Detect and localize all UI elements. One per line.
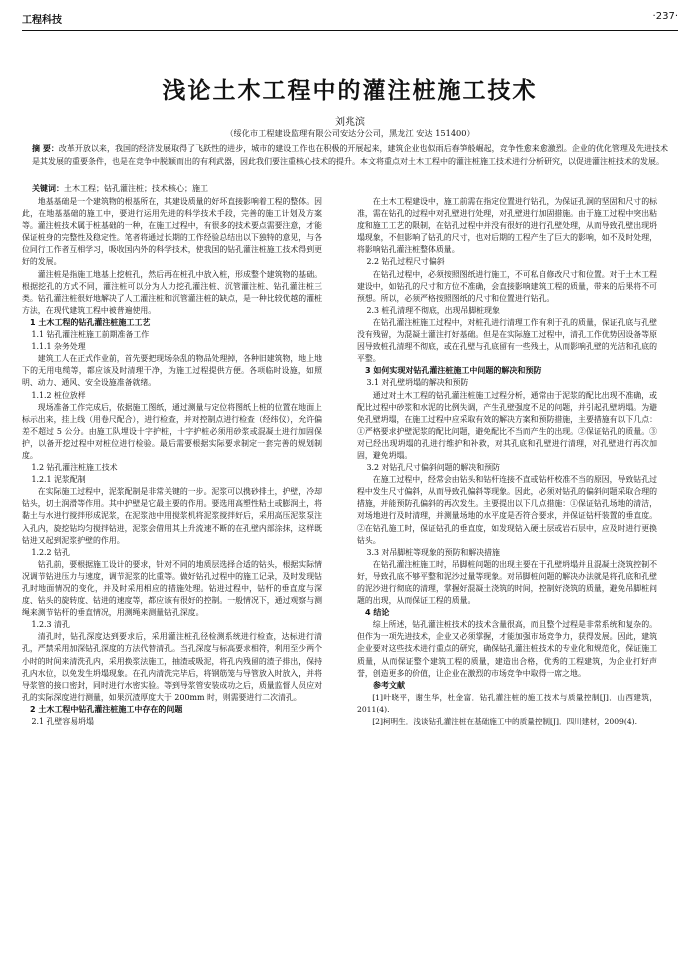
paragraph: 综上所述，钻孔灌注桩技术的技术含量很高，而且整个过程是非常系统和复杂的。但作为一项先进技术，企业又必须掌握，才能加强市场竞争力，获得发展。因此，建筑企业要对这些技术进行重点的研究，确保钻孔灌注桩技术的专业化和规范化，保证施工质量，从而保证整个建筑工程的质量，建造出合格，优秀的工程建筑，为企业打好声誉，创造更多的价值，让企业在激烈的市场竞争中取得一席之地。 (357, 620, 657, 678)
page-number: ·237· (652, 11, 678, 22)
paragraph: 灌注桩是指施工地基上挖桩孔，然后再在桩孔中放入桩，形成整个建筑物的基础。根据挖孔的方式不同，灌注桩可以分为人力挖孔灌注桩、沉管灌注桩、钻孔灌注桩三类。钻孔灌注桩很好地解决了人工灌注桩和沉管灌注桩的缺点，是一种比较优越的灌桩方法，在现代建筑工程中被普遍使用。 (22, 269, 322, 315)
section-heading: 3.1 对孔壁坍塌的解决和预防 (366, 378, 469, 388)
section-heading: 2.3 桩孔清理不彻底，出现吊脚桩现象 (366, 305, 500, 315)
keywords-text: 土木工程；钻孔灌注桩；技术核心；施工 (64, 184, 208, 193)
keywords-label: 关键词： (32, 183, 64, 193)
section-heading: 2 土木工程中钻孔灌注桩施工中存在的问题 (30, 704, 183, 714)
journal-name: 工程科技 (22, 15, 62, 26)
section-heading: 1.1 钻孔灌注桩施工前期准备工作 (31, 330, 150, 340)
paragraph: 在钻孔灌注桩施工时，吊脚桩问题的出现主要在于孔壁坍塌并且混凝土浇筑控制不好，导致孔底不够平整和泥沙过量等现象。对吊脚桩问题的解决办法就是将孔底和孔壁的泥沙进行彻底的清理，掌握好混凝土浇筑的时间，控制好浇筑的质量，避免吊脚桩问题的出现，从而保证工程的质量。 (357, 559, 657, 606)
abstract-text: 改革开放以来，我国的经济发展取得了飞跃性的进步，城市的建设工作也在积极的开展起来，建筑企业也似雨后春笋般崛起，竞争性愈来愈激烈。企业的优化管理及先进技术是其发展的重要条件，也是在竞争中脱颖而出的有利武器，因此我们要注重核心技术的提升。本文将重点对土木工程中的灌注桩施工技术进行分析研究，以促进灌注桩技术的发展。 (32, 144, 668, 166)
section-heading: 2.2 钻孔过程尺寸偏斜 (366, 257, 445, 267)
abstract (32, 143, 668, 168)
section-heading: 2.1 孔壁容易坍塌 (31, 717, 94, 727)
paragraph: 通过对土木工程的钻孔灌注桩施工过程分析，通常由于泥浆的配比出现不准确，或配比过程中砂浆和水泥的比例失调，产生孔壁强度不足的问题，并引起孔壁坍塌。为避免孔壁坍塌，在施工过程中应采取有效的解决方案和预防措施，主要措施有以下几点：①严格要求护壁泥浆的配比问题，避免配比不当而产生的出现。②保证钻孔的质量。③对已经出现坍塌的孔进行维护和补救，对其孔底和孔壁进行清理，对孔壁进行再次加固，避免坍塌。 (357, 390, 657, 460)
section-heading: 1.1.1 杂务处理 (31, 342, 86, 352)
section-heading: 3 如何实现对钻孔灌注桩施工中问题的解决和预防 (365, 366, 542, 376)
section-heading: 3.2 对钻孔尺寸偏斜问题的解决和预防 (366, 463, 500, 473)
paragraph: 地基基础是一个建筑物的根基所在，其建设质量的好坏直接影响着工程的整体。因此，在地基基础的施工中，要进行运用先进的科学技术手段，完善的施工计划及方案等。灌注桩技术属于桩基础的一种，在施工过程中，有很多的技术要点需要注意，才能保证桩身的完整性及稳定性。笔者将通过长期的工作经验总结出以下独特的意见，与各位同行工作者互相学习，吸收国内外的科学技术，使我国的钻孔灌注桩施工技术得到更好的发展。 (22, 197, 322, 267)
section-heading: 1 土木工程的钻孔灌注桩施工工艺 (30, 317, 151, 327)
article-title: 浅论土木工程中的灌注桩施工技术 (162, 77, 538, 104)
affiliation: （绥化市工程建设监理有限公司安达分公司，黑龙江 安达 151400） (225, 128, 475, 138)
paragraph: 在施工过程中，经常会由钻头和钻杆连接不直或钻杆校准不当的原因，导致钻孔过程中发生尺寸偏斜，从而导致孔偏斜等现象。因此，必须对钻孔的偏斜问题采取合理的措施，并能预防孔偏斜的再次发生。主要提出以下几点措施：①保证钻孔场地的清洁，对场地进行及时清理，并测量场地的水平度是否符合要求，并保证钻杆装置的垂直度。②在钻孔施工时，保证钻孔的垂直度，如发现钻入硬土层或岩石层中，应及时进行更换钻头。 (357, 475, 657, 545)
paragraph: 在实际施工过程中，泥浆配制是非常关键的一步。泥浆可以携砂排土，护壁，冷却钻头，切土润滑等作用。其中护壁是它最主要的作用。要选用高塑性粘土或膨润土，将黏土与水进行搅拌形成泥浆，在泥浆池中用搅浆机将泥浆搅拌好后，采用高压泥浆泵注入孔内，旋挖钻均匀搅拌钻进，泥浆会借用其上升流速不断的在孔壁内部涂抹，这样既钻进又起到泥浆护壁的作用。 (22, 487, 322, 545)
paragraph: 在土木工程建设中，施工前需在指定位置进行钻孔，为保证孔洞的坚固和尺寸的标准，需在钻孔的过程中对孔壁进行处理，对孔壁进行加固措施。由于施工过程中突出粘度和施工工艺的限制，在钻孔过程中并没有很好的进行孔壁处理，从而导致孔壁出现坍塌现象，不但影响了钻孔的尺寸，也对后期的工程产生了巨大的影响，如不及时处理，将影响钻孔灌注桩整体质量。 (357, 197, 657, 255)
references-title: 参考文献 (373, 680, 405, 690)
paragraph: 在钻孔过程中，必须按照图纸进行施工，不可私自修改尺寸和位置。对于土木工程建设中，如钻孔的尺寸和方位不准确，会直接影响建筑工程的质量，带来的后果将不可预想。所以，必须严格按照图纸的尺寸和位置进行钻孔。 (357, 269, 657, 303)
paragraph: 在钻孔灌注桩施工过程中，对桩孔进行清理工作有利于孔的质量，保证孔底与孔壁没有残留，为混凝土灌注打好基础。但是在实际施工过程中，清孔工作优势因设备等原因导致桩孔清理不彻底，或在孔壁与孔底留有一些残土，从而影响孔壁的光洁和孔底的平整。 (357, 317, 657, 364)
keywords (32, 183, 208, 194)
section-heading: 4 结论 (365, 608, 390, 618)
paragraph: 现场准备工作完成后，依据施工图纸，通过测量与定位将图纸上桩的位置在地面上标示出来，挂上线（用卷尺配合），进行检查，并对控制点进行检查（经纬仪），允许偏差不超过 5 公分。由施工队埋设十字护桩，十字护桩必须用砂浆或混凝土进行加固保护，以备开挖过程中对桩位进行检验。最后需要根据实际要求制定一套完善的规划制度。 (22, 402, 322, 460)
author: 刘兆滨 (335, 117, 365, 128)
right-column (357, 196, 657, 728)
section-heading: 1.2.3 清孔 (31, 620, 70, 630)
left-column (22, 196, 322, 728)
paragraph: 清孔时，钻孔深度达到要求后，采用灌注桩孔径检测系统进行检查，达标进行清孔，严禁采用加深钻孔深度的方法代替清孔。当孔深度与标高要求相符，利用至少两个小时的时间来清洗孔内，采用换浆法施工，抽渣或吸泥，将孔内残留的渣子排出，保持孔内水位，以免发生坍塌现象。在孔内清洗完毕后，将钢筋笼与导管放入时放入，并将导浆管的接口密封，同时进行水密实验。等到导浆管安装成功之后，质量监督人员应对孔的实际深度进行测量，如果沉渣厚度大于 200mm 时，则需要进行二次清孔。 (22, 632, 322, 702)
section-heading: 1.2 钻孔灌注桩施工技术 (31, 463, 118, 473)
section-heading: 1.2.2 钻孔 (31, 547, 70, 557)
abstract-label: 摘 要： (32, 144, 59, 153)
section-heading: 3.3 对吊脚桩等现象的预防和解决措施 (366, 547, 500, 557)
page-header (22, 8, 678, 31)
section-heading: 1.2.1 泥浆配制 (31, 475, 86, 485)
paragraph: 钻孔前，要根据施工设计的要求，针对不同的地质层选择合适的钻头，根据实际情况调节钻进压力与速度，调节泥浆的比重等。做好钻孔过程中的施工记录，及时发现钻孔时地面情况的变化，并及时采用相应的措施处理。钻进过程中，钻杆的垂直度与深度、钻头的旋转度、钻进的速度等，都应该有很好的控制。一般情况下，通过观察与测绳来测节钻杆的垂直情况，用测绳来测量钻孔深度。 (22, 559, 322, 618)
reference-item: [1]叶晓平，谢生华，杜金富．钻孔灌注桩的施工技术与质量控制[J]．山西建筑，2011(4). (357, 692, 657, 714)
section-heading: 1.1.2 桩位放样 (31, 390, 86, 400)
paragraph: 建筑工人在正式作业前，首先要把现场杂乱的物品处理掉，各种旧建筑物，地上地下的无用电缆等，都应该及时清理干净，为施工过程提供方便。各项临时设施，如照明、动力、通风、安全设施准备就绪。 (22, 354, 322, 388)
reference-item: [2]柯明生．浅谈钻孔灌注桩在基础施工中的质量控制[J]．四川建材，2009(4). (372, 716, 638, 726)
